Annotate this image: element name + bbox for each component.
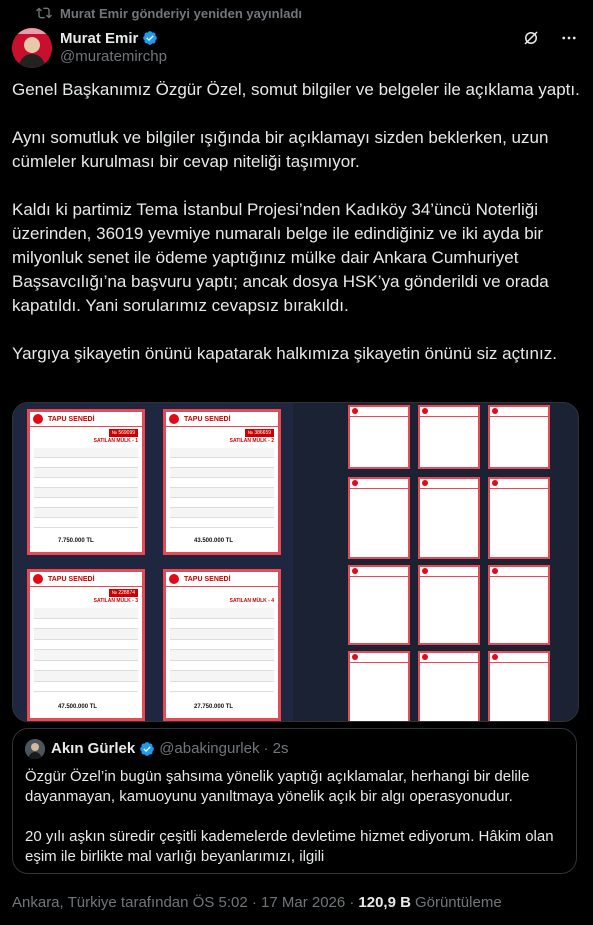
tweet-paragraph: Kaldı ki partimiz Tema İstanbul Projesi’nden Kadıköy 34’üncü Noterliği üzerinden, 36019 yevmiye numaralı belge ile edindiğiniz ve iki ayda bir milyonluk senet ile ödeme yaptığınız mülke dair Ankara Cumhuriyet Başsavcılığı’na başvuru yaptı; ancak dosya HSK’ya gönderildi ve orada kapatıldı. Yani sorularımız cevapsız bırakıldı. bbox=[12, 200, 549, 315]
author-avatar[interactable] bbox=[12, 28, 52, 68]
flag-icon bbox=[33, 414, 43, 424]
flag-icon bbox=[169, 574, 179, 584]
repost-icon bbox=[36, 5, 52, 21]
small-deed-card bbox=[348, 565, 410, 645]
small-deed-card bbox=[488, 405, 550, 469]
deed-sold-label: SATILAN MÜLK - 3 bbox=[93, 598, 138, 604]
avatar-image bbox=[12, 28, 52, 68]
verified-badge-icon bbox=[142, 30, 158, 46]
quote-text bbox=[25, 767, 565, 887]
deed-amount: 7.750.000 TL bbox=[58, 538, 94, 544]
deed-title: TAPU SENEDİ bbox=[184, 575, 231, 583]
author-handle[interactable]: @muratemirchp bbox=[60, 48, 167, 65]
location-timestamp[interactable]: Ankara, Türkiye tarafından ÖS 5:02 · 17 Mar 2026 · bbox=[12, 894, 355, 911]
quote-time: · 2s bbox=[263, 740, 289, 757]
quote-author-avatar[interactable] bbox=[25, 739, 45, 759]
deed-title: TAPU SENEDİ bbox=[48, 415, 95, 423]
small-deed-card bbox=[418, 565, 480, 645]
deed-amount: 47.500.000 TL bbox=[58, 704, 98, 710]
deed-sold-label: SATILAN MÜLK - 1 bbox=[93, 438, 138, 444]
tweet-paragraph: Yargıya şikayetin önünü kapatarak halkımıza şikayetin önünü siz açtınız. bbox=[12, 344, 557, 363]
deed-sold-label: SATILAN MÜLK - 2 bbox=[229, 438, 274, 444]
deed-sold-label: SATILAN MÜLK - 4 bbox=[229, 598, 274, 604]
small-deed-card bbox=[348, 477, 410, 559]
views-label: Görüntüleme bbox=[414, 894, 502, 911]
flag-icon bbox=[169, 414, 179, 424]
deed-title: TAPU SENEDİ bbox=[184, 415, 231, 423]
repost-text: Murat Emir gönderiyi yeniden yayınladı bbox=[60, 5, 303, 21]
deed-amount: 43.500.000 TL bbox=[194, 538, 234, 544]
grok-icon[interactable] bbox=[521, 28, 541, 48]
small-deed-card bbox=[418, 651, 480, 722]
deed-number: № 386659 bbox=[245, 429, 274, 437]
quote-author-name: Akın Gürlek bbox=[51, 740, 136, 757]
tweet-text bbox=[12, 78, 580, 390]
deed-number: № 228874 bbox=[109, 589, 138, 597]
deed-card-1 bbox=[27, 409, 145, 555]
repost-indicator[interactable] bbox=[36, 4, 302, 22]
deed-title: TAPU SENEDİ bbox=[48, 575, 95, 583]
small-deed-card bbox=[488, 651, 550, 722]
tweet-meta bbox=[12, 894, 502, 911]
deed-number: № 569099 bbox=[109, 429, 138, 437]
small-deed-card bbox=[488, 477, 550, 559]
small-deed-card bbox=[348, 651, 410, 722]
quote-paragraph: 20 yılı aşkın süredir çeşitli kademelerde devletime hizmet ediyorum. Hâkim olan eşim ile birlikte mal varlığı beyanlarımızı, ilgili bbox=[25, 828, 554, 865]
flag-icon bbox=[33, 574, 43, 584]
quoted-tweet[interactable] bbox=[12, 728, 577, 874]
quote-author-handle: @abakingurlek bbox=[159, 740, 260, 757]
deed-card-2 bbox=[163, 409, 281, 555]
small-deed-card bbox=[418, 405, 480, 469]
small-deed-card bbox=[418, 477, 480, 559]
deed-card-3 bbox=[27, 569, 145, 721]
deed-amount: 27.750.000 TL bbox=[194, 704, 234, 710]
more-options-icon[interactable] bbox=[559, 28, 579, 48]
quote-avatar-image bbox=[25, 739, 45, 759]
quote-verified-badge-icon bbox=[139, 741, 155, 757]
small-deed-card bbox=[488, 565, 550, 645]
tweet-paragraph: Aynı somutluk ve bilgiler ışığında bir açıklamayı sizden beklerken, uzun cümleler kurulması bir cevap niteliği taşımıyor. bbox=[12, 128, 549, 171]
tweet-paragraph: Genel Başkanımız Özgür Özel, somut bilgiler ve belgeler ile açıklama yaptı. bbox=[12, 80, 580, 99]
media-left-panel bbox=[13, 403, 293, 721]
small-deed-card bbox=[348, 405, 410, 469]
tweet-media-image[interactable] bbox=[12, 402, 579, 722]
views-count[interactable]: 120,9 B bbox=[358, 894, 411, 911]
quote-paragraph: Özgür Özel’in bugün şahsıma yönelik yaptığı açıklamalar, herhangi bir delile dayanmayan, kamuoyunu yanıltmaya yönelik açık bir algı operasyonudur. bbox=[25, 768, 530, 805]
author-name[interactable]: Murat Emir bbox=[60, 29, 139, 47]
deed-card-4 bbox=[163, 569, 281, 721]
media-right-panel bbox=[293, 403, 578, 721]
